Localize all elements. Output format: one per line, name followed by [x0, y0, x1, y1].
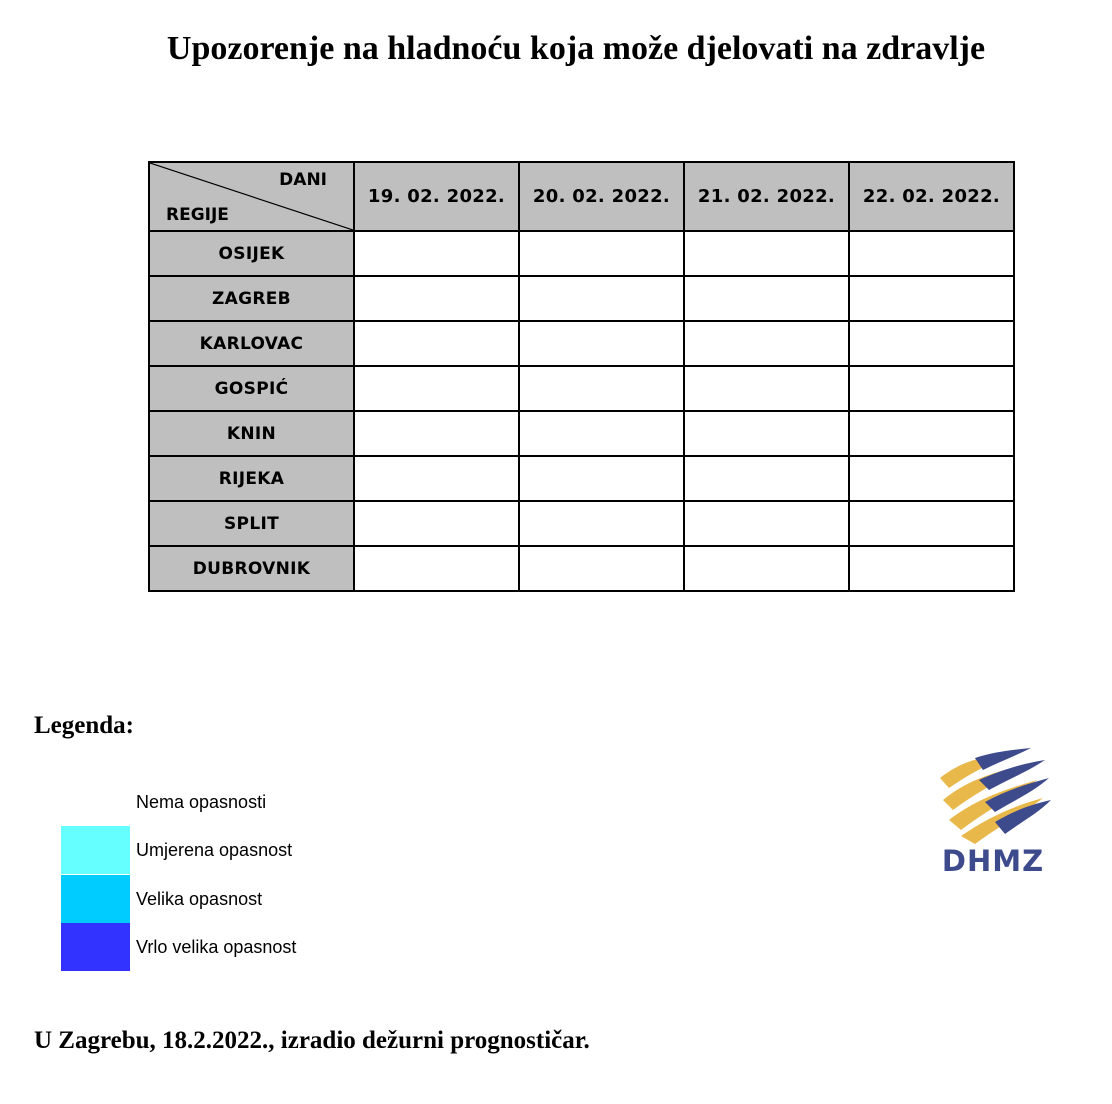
warning-cell — [519, 366, 684, 411]
region-label: SPLIT — [149, 501, 354, 546]
warning-cell — [684, 546, 849, 591]
warning-cell — [354, 411, 519, 456]
warning-cell — [849, 501, 1014, 546]
warning-cell — [684, 321, 849, 366]
warning-cell — [519, 501, 684, 546]
legend-label: Umjerena opasnost — [136, 840, 293, 860]
warning-cell — [519, 321, 684, 366]
legend-title: Legenda: — [34, 712, 134, 739]
region-label: OSIJEK — [149, 231, 354, 276]
legend-item-high — [61, 875, 361, 923]
legend-swatch — [61, 826, 130, 874]
warning-cell — [354, 501, 519, 546]
corner-regions-label: REGIJE — [166, 205, 229, 225]
warning-cell — [684, 231, 849, 276]
warning-cell — [354, 321, 519, 366]
warning-cell — [684, 276, 849, 321]
legend-item-very-high — [61, 923, 361, 971]
day-header: 19. 02. 2022. — [354, 162, 519, 231]
warning-cell — [684, 411, 849, 456]
legend-swatch — [61, 875, 130, 923]
dhmz-logo — [935, 748, 1051, 880]
warning-cell — [519, 456, 684, 501]
warning-cell — [354, 366, 519, 411]
day-header: 20. 02. 2022. — [519, 162, 684, 231]
region-label: DUBROVNIK — [149, 546, 354, 591]
legend-label: Vrlo velika opasnost — [136, 937, 297, 957]
region-label: RIJEKA — [149, 456, 354, 501]
table-corner-header — [149, 162, 354, 231]
footer-note: U Zagrebu, 18.2.2022., izradio dežurni prognostičar. — [34, 1027, 590, 1054]
warning-cell — [849, 456, 1014, 501]
legend-label: Velika opasnost — [136, 889, 263, 909]
corner-days-label: DANI — [279, 170, 327, 190]
table-header-row — [149, 162, 1014, 231]
region-label: ZAGREB — [149, 276, 354, 321]
warning-cell — [354, 231, 519, 276]
warning-cell — [849, 411, 1014, 456]
warning-cell — [849, 366, 1014, 411]
warning-cell — [354, 546, 519, 591]
legend-swatch — [61, 778, 130, 826]
region-label: KARLOVAC — [149, 321, 354, 366]
table-row — [149, 231, 1014, 276]
warning-cell — [684, 501, 849, 546]
day-header: 21. 02. 2022. — [684, 162, 849, 231]
legend-swatch — [61, 923, 130, 971]
warning-cell — [519, 546, 684, 591]
warning-cell — [849, 231, 1014, 276]
legend-label: Nema opasnosti — [136, 792, 267, 812]
warning-cell — [849, 321, 1014, 366]
warning-cell — [519, 411, 684, 456]
dhmz-logo-icon — [935, 748, 1051, 848]
legend-item-moderate — [61, 826, 361, 874]
page-title: Upozorenje na hladnoću koja može djelovati na zdravlje — [166, 30, 986, 67]
warning-cell — [684, 366, 849, 411]
warning-cell — [684, 456, 849, 501]
warning-cell — [849, 546, 1014, 591]
region-label: KNIN — [149, 411, 354, 456]
warning-cell — [519, 231, 684, 276]
day-header: 22. 02. 2022. — [849, 162, 1014, 231]
warning-cell — [849, 276, 1014, 321]
warning-cell — [354, 456, 519, 501]
table-row — [149, 501, 1014, 546]
warning-cell — [519, 276, 684, 321]
warning-table — [148, 161, 1015, 592]
table-row — [149, 276, 1014, 321]
table-row — [149, 546, 1014, 591]
table-row — [149, 321, 1014, 366]
legend-item-none — [61, 778, 361, 826]
table-row — [149, 366, 1014, 411]
table-row — [149, 456, 1014, 501]
dhmz-logo-text: DHMZ — [941, 844, 1045, 878]
table-row — [149, 411, 1014, 456]
warning-cell — [354, 276, 519, 321]
region-label: GOSPIĆ — [149, 366, 354, 411]
